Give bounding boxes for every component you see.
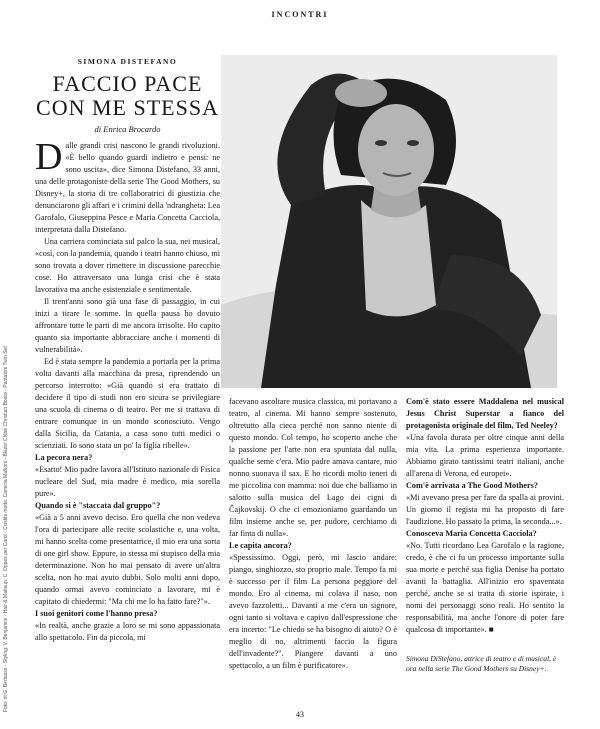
interview-answer: «In realtà, anche grazie a loro se mi sono appassionata allo spettacolo. Fin da piccola, mi (35, 621, 220, 642)
drop-cap: D (35, 136, 63, 178)
interview-answer: «No. Tutti ricordano Lea Garofalo e la ragione, credo, è che ci fu un processo importante sulla sua morte e perché sua figlia Denise ha portato avanti la battaglia. All'inizio ero spaventata perché, anche se si tratta di storie ispirate, i nomi dei personaggi sono reali. Ho sentito la responsabilità, ma anche l'onore di poter fare qualcosa di importante». ■ (406, 541, 564, 634)
article-column-1 (35, 136, 221, 644)
interview-question: Com'è stato essere Maddalena nel musical Jesus Christ Superstar a fianco del protagonista originale del film, Ted Neeley? (406, 397, 564, 430)
portrait-illustration (221, 55, 557, 388)
paragraph: Il trent'anni sono già una fase di passaggio, in cui inizi a tirare le somme. In quella pausa ho dovuto affrontare tutte le parti di me ancora irrisolte. Ho capito quanto sia importante abbracciare anche i momenti di vulnerabilità». (35, 297, 220, 354)
page-number: 43 (296, 710, 304, 719)
interview-answer: «Mi avevano presa per fare da spalla ai provini. Un giorno il regista mi ha proposto di fare l'audizione. Ho passato la prima, la seconda...». (406, 493, 564, 526)
byline: di Enrica Brocardo (94, 124, 161, 134)
title-line-1: FACCIO PACE (52, 71, 203, 96)
interview-answer: «Esatto! Mio padre lavora all'Istituto nazionale di Fisica nucleare del Sud, mia madre è medico, mia sorella pure». (35, 465, 220, 498)
title-line-2: CON ME STESSA (36, 95, 219, 120)
interviewee-name: SIMONA DISTEFANO (77, 57, 178, 66)
interview-question: Le capita ancora? (229, 541, 292, 550)
article-title (35, 72, 220, 120)
portrait-photo (221, 55, 557, 388)
interview-question: Conosceva Maria Concetta Cacciola? (406, 529, 537, 538)
interview-answer: «Una favola durata per oltre cinque anni della mia vita. La prima esperienza importante. Abbiamo girato tantissimi teatri italiani, anche all'arena di Verona, ed europei». (406, 433, 564, 478)
photo-caption: Simona DiStefano, attrice di teatro e di musical, è ora nella serie The Good Mothers su Disney+. (406, 654, 557, 673)
interview-question: La pecora nera? (35, 453, 93, 462)
article-column-3 (406, 396, 564, 636)
paragraph: facevano ascoltare musica classica, mi portavano a teatro, al cinema. Mi hanno sempre sostenuto, oltretutto alla cieca perché non sanno niente di questo mondo. Col tempo, ho scoperto anche che la passione per l'arte non era spuntata dal nulla, qualche seme c'era. Mio padre amava cantare, mio nonno suonava il sax. E ho ricordi molto teneri di me piccolina con mamma: noi due che balliamo in salotto sulla musica del Lago dei cigni di Čajkovskij. O che ci emozioniamo guardando un film insieme anche se, per pudore, cerchiamo di far finta di nulla». (229, 397, 397, 538)
section-label: INCONTRI (271, 10, 329, 19)
article-column-2 (229, 396, 397, 672)
interview-answer: «Già a 5 anni avevo deciso. Ero quella che non vedeva l'ora di partecipare alle recite scolastiche e, una volta, mi hanno scelta come presentatrice, il mio era una sorta di one girl show. Eppure, io stessa mi stupisco della mia determinazione. Non ho mai pensato di avere un'altra scelta, non ho mai avuto dubbi. Solo molti anni dopo, quando ormai avevo cominciato a lavorare, mi è capitato di chiedermi: "Ma chi me lo ha fatto fare?"». (35, 513, 220, 606)
interview-question: I suoi genitori come l'hanno presa? (35, 609, 158, 618)
paragraph: Una carriera cominciata sul palco la sua, nei musical, «così, con la pandemia, quando i teatri hanno chiuso, mi sono trovata a dover rimettere in discussione parecchie cose. Ho attraversato una lunga crisi che è stata lavorativa ma anche esistenziale e sentimentale. (35, 237, 220, 294)
interview-question: Com'è arrivata a The Good Mothers? (406, 481, 538, 490)
paragraph: Ed è stata sempre la pandemia a portarla per la prima volta davanti alla macchina da presa, riprendendo un percorso interrotto: «Già quando si era trattato di decidere il tipo di studi non ero sicura se privilegiare una scuola di cinema o di teatro. Per me si trattava di entrare comunque in un mondo sconosciuto. Vengo dalla Sicilia, da Catania, a casa sono tutti medici o scienziati. Io sono stata un po' la figlia ribelle». (35, 357, 220, 450)
interview-answer: «Spessissimo. Oggi, però, mi lascio andare: piango, singhiozzo, sto proprio male. Tempo fa mi è successo per il film La persona peggiore del mondo. Ero al cinema, mi colava il naso, non avevo fazzoletti... Davanti a me c'era un signore, ogni tanto si voltava e capivo dall'espressione che era incerto: "Le chiedo se ha bisogno di aiuto? O è meglio di no, altrimenti faccio la figura dell'invadente?". Piangere davanti a uno spettacolo, a un film è purificatore». (229, 553, 397, 670)
photo-credits: Foto: di G. Bertasso - Styling: V. Benjamini - Hair & Makeup: C. Oppes per Carol - Credits moda: Camicia Mallioni - Blazer Chloé Christian Boaro - Pantaloni Twin Set (3, 346, 9, 712)
interview-question: Quando si è "staccata dal gruppo"? (35, 501, 161, 510)
paragraph: alle grandi crisi nascono le grandi rivoluzioni. «È bello quando guardi indietro e pensi: ne sono uscita», dice Simona Distefano, 33 anni, una delle protagoniste della serie The Good Mothers, su Disney+, la storia di tre collaboratrici di giustizia che denunciarono gli affari e i crimini della 'ndrangheta: Lea Garofalo, Giuseppina Pesce e Maria Concetta Cacciola, interpretata dalla Distefano. (35, 141, 221, 234)
